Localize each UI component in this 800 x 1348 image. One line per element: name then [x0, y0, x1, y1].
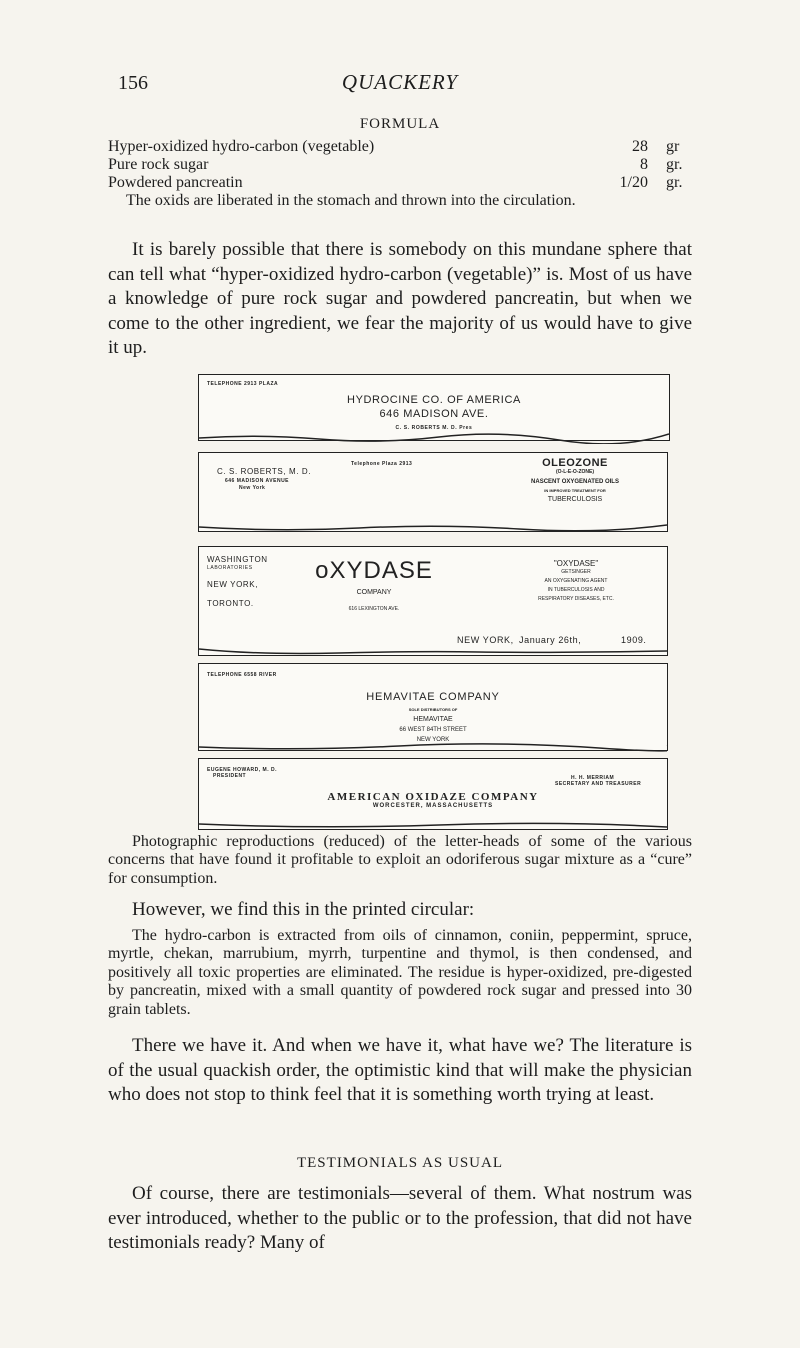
letterhead-hemavitae	[198, 663, 668, 751]
oxydase-lab-3: NEW YORK,	[207, 580, 259, 589]
hemavitae-sub: SOLE DISTRIBUTORS OF	[408, 707, 458, 712]
american-left-2: PRESIDENT	[213, 773, 247, 779]
american-name: AMERICAN OXIDAZE COMPANY	[327, 791, 539, 803]
oxydase-right-1: GETSINGER	[561, 569, 591, 575]
formula-item-name: Pure rock sugar	[108, 156, 209, 173]
formula-item-unit: gr.	[666, 156, 683, 173]
formula-item-unit: gr	[666, 138, 680, 155]
oleozone-brand: OLEOZONE	[542, 457, 608, 469]
oxydase-brand-logo: oXYDASE	[315, 557, 433, 584]
paragraph-4: Of course, there are testimonials—several of them. What nostrum was ever introduced, whether to the public or to the profession, that did not have testimonials ready? Many of	[108, 1183, 692, 1253]
oxydase-lab-1: WASHINGTON	[207, 555, 268, 564]
quoted-circular: The hydro-carbon is extracted from oils of cinnamon, coniin, peppermint, spruce, myrtle, chekan, marrubium, myrrh, turpentine and thymol, is then condensed, and positively all toxic properties are eliminated. The residue is hyper-oxidized, pre-digested by pancreatin, mixed with a small quantity of powdered rock sugar and pressed into 30 grain tablets.	[108, 927, 692, 1018]
page-number: 156	[118, 72, 148, 94]
hydrocine-officer: C. S. ROBERTS M. D. Pres	[395, 425, 473, 431]
paragraph-2: However, we find this in the printed circular:	[132, 899, 475, 920]
formula-item	[108, 156, 688, 174]
torn-edge-decoration	[199, 432, 669, 444]
oxydase-right-4: RESPIRATORY DISEASES, ETC.	[538, 596, 614, 602]
hydrocine-phone: TELEPHONE 2913 PLAZA	[207, 381, 279, 387]
oxydase-lab-4: TORONTO.	[207, 599, 254, 608]
oxydase-right-3: IN TUBERCULOSIS AND	[547, 587, 605, 593]
torn-edge-decoration	[199, 647, 667, 659]
oleozone-line-3: TUBERCULOSIS	[547, 496, 603, 503]
oxydase-address: 616 LEXINGTON AVE.	[348, 606, 400, 612]
oxydase-year: 1909.	[621, 635, 647, 645]
paragraph-3: There we have it. And when we have it, what have we? The literature is of the usual quackish order, the optimistic kind that will make the physician who does not stop to think feel that it is something worth trying at least.	[108, 1035, 692, 1105]
oleozone-line-2: IN IMPROVED TREATMENT FOR	[544, 488, 606, 493]
hemavitae-address: 66 WEST 84TH STREET	[399, 727, 467, 733]
letterhead-american-oxidaze	[198, 758, 668, 830]
letterhead-hydrocine	[198, 374, 670, 441]
american-city: WORCESTER, MASSACHUSETTS	[372, 803, 494, 809]
oxydase-date: January 26th,	[519, 635, 582, 645]
torn-edge-decoration	[199, 523, 667, 535]
hemavitae-product: HEMAVITAE	[413, 716, 453, 723]
letterhead-oxydase	[198, 546, 668, 656]
hydrocine-address: 646 MADISON AVE.	[379, 408, 489, 420]
oleozone-phone: Telephone Plaza 2913	[351, 461, 413, 467]
hemavitae-name: HEMAVITAE COMPANY	[366, 691, 500, 703]
oleozone-brand-sub: (O-L-E-O-ZONE)	[555, 469, 595, 475]
torn-edge-decoration	[199, 821, 667, 833]
running-title: QUACKERY	[341, 70, 459, 94]
section-heading-testimonials: TESTIMONIALS AS USUAL	[296, 1155, 503, 1171]
oxydase-place: NEW YORK,	[457, 635, 514, 645]
american-right-2: SECRETARY AND TREASURER	[555, 781, 642, 787]
oxydase-right-2: AN OXYGENATING AGENT	[544, 578, 608, 584]
american-right-1: H. H. MERRIAM	[571, 775, 615, 781]
formula-item	[108, 138, 688, 156]
oxydase-right-title: "OXYDASE"	[553, 559, 599, 568]
oleozone-doctor: C. S. ROBERTS, M. D.	[217, 467, 312, 476]
formula-heading: FORMULA	[359, 116, 441, 132]
hemavitae-city: NEW YORK	[416, 737, 450, 743]
oleozone-line-1: NASCENT OXYGENATED OILS	[531, 479, 619, 485]
oleozone-city: New York	[239, 485, 266, 491]
formula-item-name: Hyper-oxidized hydro-carbon (vegetable)	[108, 138, 375, 155]
letterhead-oleozone	[198, 452, 668, 532]
formula-item-amount: 1/20	[619, 174, 648, 191]
oxydase-company: COMPANY	[356, 589, 392, 596]
figure-caption: Photographic reproductions (reduced) of the letter-heads of some of the various concerns that have found it profitable to exploit an odoriferous sugar mixture as a “cure” for consumption.	[108, 833, 692, 887]
american-left-1: EUGENE HOWARD, M. D.	[207, 767, 278, 773]
formula-note: The oxids are liberated in the stomach and thrown into the circulation.	[126, 192, 576, 209]
torn-edge-decoration	[199, 742, 667, 754]
hydrocine-name: HYDROCINE CO. OF AMERICA	[347, 394, 521, 406]
formula-item	[108, 174, 688, 192]
oleozone-address: 646 MADISON AVENUE	[225, 478, 290, 484]
formula-item-unit: gr.	[666, 174, 683, 191]
paragraph-1: It is barely possible that there is somebody on this mundane sphere that can tell what “hyper-oxidized hydro-carbon (vegetable)” is. Most of us have a knowledge of pure rock sugar and powdered pancreatin, but when we come to the other ingredient, we fear the majority of us would have to give it up.	[108, 239, 692, 358]
hemavitae-phone: TELEPHONE 6558 RIVER	[207, 672, 277, 678]
formula-item-amount: 8	[640, 156, 648, 173]
oxydase-lab-2: LABORATORIES	[207, 565, 253, 571]
formula-item-name: Powdered pancreatin	[108, 174, 243, 191]
formula-item-amount: 28	[632, 138, 648, 155]
formula-block	[108, 138, 688, 210]
